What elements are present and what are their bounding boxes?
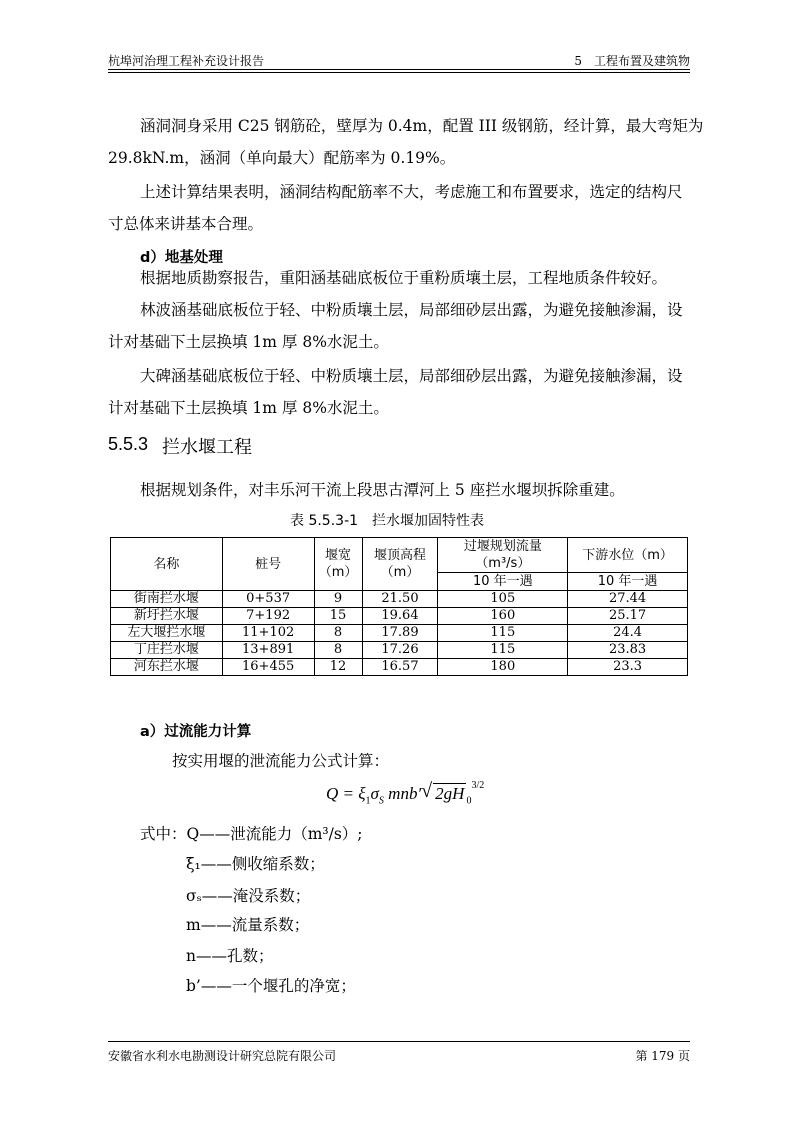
- header-divider-2: [108, 72, 690, 73]
- cell-station: 7+192: [222, 608, 314, 625]
- footer-divider: [108, 1041, 690, 1042]
- header-tail: 下游水位（m）: [568, 538, 688, 573]
- formula-exp: 3/2: [471, 780, 485, 792]
- definition-line: σₛ——淹没系数；: [186, 887, 311, 905]
- header-divider: [108, 69, 690, 70]
- cell-name: 新圩拦水堰: [111, 608, 223, 625]
- header-flow-unit: （m³/s）: [475, 556, 531, 571]
- definition-line: ξ₁——侧收缩系数；: [186, 855, 325, 873]
- definition-line: n——孔数；: [186, 947, 274, 965]
- formula-lhs: Q = ξ: [326, 784, 366, 803]
- header-width-label: 堰宽: [325, 548, 352, 563]
- table-row: [111, 625, 688, 642]
- header-width-unit: （m）: [318, 565, 358, 580]
- paragraph: 计对基础下土层换填 1m 厚 8%水泥土。: [108, 399, 389, 417]
- formula-mid: mnb′: [388, 784, 422, 803]
- header-tail-sub: 10 年一遇: [568, 573, 688, 591]
- cell-crest: 17.26: [362, 642, 438, 659]
- formula-sigma: σ: [370, 784, 379, 803]
- cell-crest: 19.64: [362, 608, 438, 625]
- cell-crest: 16.57: [362, 659, 438, 676]
- formula-root: 2gH: [435, 784, 465, 803]
- definition-line: m——流量系数；: [186, 916, 310, 934]
- weir-table: [110, 537, 688, 676]
- cell-tail: 27.44: [568, 591, 688, 608]
- header-crest: [362, 538, 438, 591]
- cell-width: 12: [314, 659, 362, 676]
- header-flow-label: 过堰规划流量: [463, 539, 542, 554]
- paragraph: 寸总体来讲基本合理。: [108, 215, 264, 233]
- cell-width: 8: [314, 625, 362, 642]
- table-row: [111, 642, 688, 659]
- cell-flow: 115: [438, 642, 568, 659]
- cell-crest: 17.89: [362, 625, 438, 642]
- cell-flow: 180: [438, 659, 568, 676]
- subheading: a）过流能力计算: [140, 724, 252, 740]
- header-width: [314, 538, 362, 591]
- cell-flow: 105: [438, 591, 568, 608]
- paragraph: 按实用堰的泄流能力公式计算：: [172, 752, 390, 770]
- formula-sub1: 1: [365, 795, 371, 807]
- page-number: 第 179 页: [635, 1049, 690, 1063]
- cell-name: 丁庄拦水堰: [111, 642, 223, 659]
- cell-name: 左大堰拦水堰: [111, 625, 223, 642]
- table-row: [111, 608, 688, 625]
- cell-tail: 23.83: [568, 642, 688, 659]
- discharge-formula: [326, 780, 485, 807]
- table-caption: 表 5.5.3-1 拦水堰加固特性表: [290, 513, 485, 529]
- cell-flow: 160: [438, 608, 568, 625]
- table-row: [111, 591, 688, 608]
- cell-station: 16+455: [222, 659, 314, 676]
- section-title: 拦水堰工程: [162, 437, 252, 458]
- sqrt-symbol: √ 2gH: [421, 780, 465, 803]
- paragraph: 计对基础下土层换填 1m 厚 8%水泥土。: [108, 333, 389, 351]
- cell-crest: 21.50: [362, 591, 438, 608]
- paragraph: 根据地质勘察报告，重阳涵基础底板位于重粉质壤土层，工程地质条件较好。: [140, 269, 668, 287]
- subheading: d）地基处理: [140, 250, 223, 266]
- paragraph: 上述计算结果表明，涵洞结构配筋率不大，考虑施工和布置要求，选定的结构尺: [140, 183, 683, 201]
- header-left: 杭埠河治理工程补充设计报告: [108, 54, 265, 68]
- cell-tail: 24.4: [568, 625, 688, 642]
- definition-line: 式中：Q——泄流能力（m³/s）;: [140, 825, 363, 843]
- paragraph: 涵洞洞身采用 C25 钢筋砼，壁厚为 0.4m，配置 III 级钢筋，经计算，最大弯矩为: [140, 117, 704, 135]
- header-right: 5 工程布置及建筑物: [574, 54, 690, 68]
- section-number: 5.5.3: [108, 434, 149, 454]
- cell-tail: 25.17: [568, 608, 688, 625]
- footer-left: 安徽省水利水电勘测设计研究总院有限公司: [108, 1049, 337, 1063]
- header-flow-sub: 10 年一遇: [438, 573, 568, 591]
- paragraph: 29.8kN.m，涵洞（单向最大）配筋率为 0.19%。: [108, 149, 456, 167]
- cell-station: 13+891: [222, 642, 314, 659]
- cell-station: 11+102: [222, 625, 314, 642]
- header-name: 名称: [111, 538, 223, 591]
- table-row: [111, 659, 688, 676]
- header-station: 桩号: [222, 538, 314, 591]
- paragraph: 根据规划条件，对丰乐河干流上段思古潭河上 5 座拦水堰坝拆除重建。: [140, 481, 625, 499]
- definition-line: b’——一个堰孔的净宽；: [186, 977, 356, 995]
- formula-subs: S: [378, 795, 384, 807]
- cell-flow: 115: [438, 625, 568, 642]
- paragraph: 大碑涵基础底板位于轻、中粉质壤土层，局部细砂层出露，为避免接触渗漏，设: [140, 367, 683, 385]
- cell-width: 9: [314, 591, 362, 608]
- formula-sub0: 0: [466, 795, 472, 807]
- cell-name: 河东拦水堰: [111, 659, 223, 676]
- cell-tail: 23.3: [568, 659, 688, 676]
- header-crest-label: 堰顶高程: [373, 548, 426, 563]
- paragraph: 林波涵基础底板位于轻、中粉质壤土层，局部细砂层出露，为避免接触渗漏，设: [140, 301, 683, 319]
- cell-name: 街南拦水堰: [111, 591, 223, 608]
- header-flow: [438, 538, 568, 573]
- header-crest-unit: （m）: [380, 565, 420, 580]
- cell-width: 8: [314, 642, 362, 659]
- cell-width: 15: [314, 608, 362, 625]
- cell-station: 0+537: [222, 591, 314, 608]
